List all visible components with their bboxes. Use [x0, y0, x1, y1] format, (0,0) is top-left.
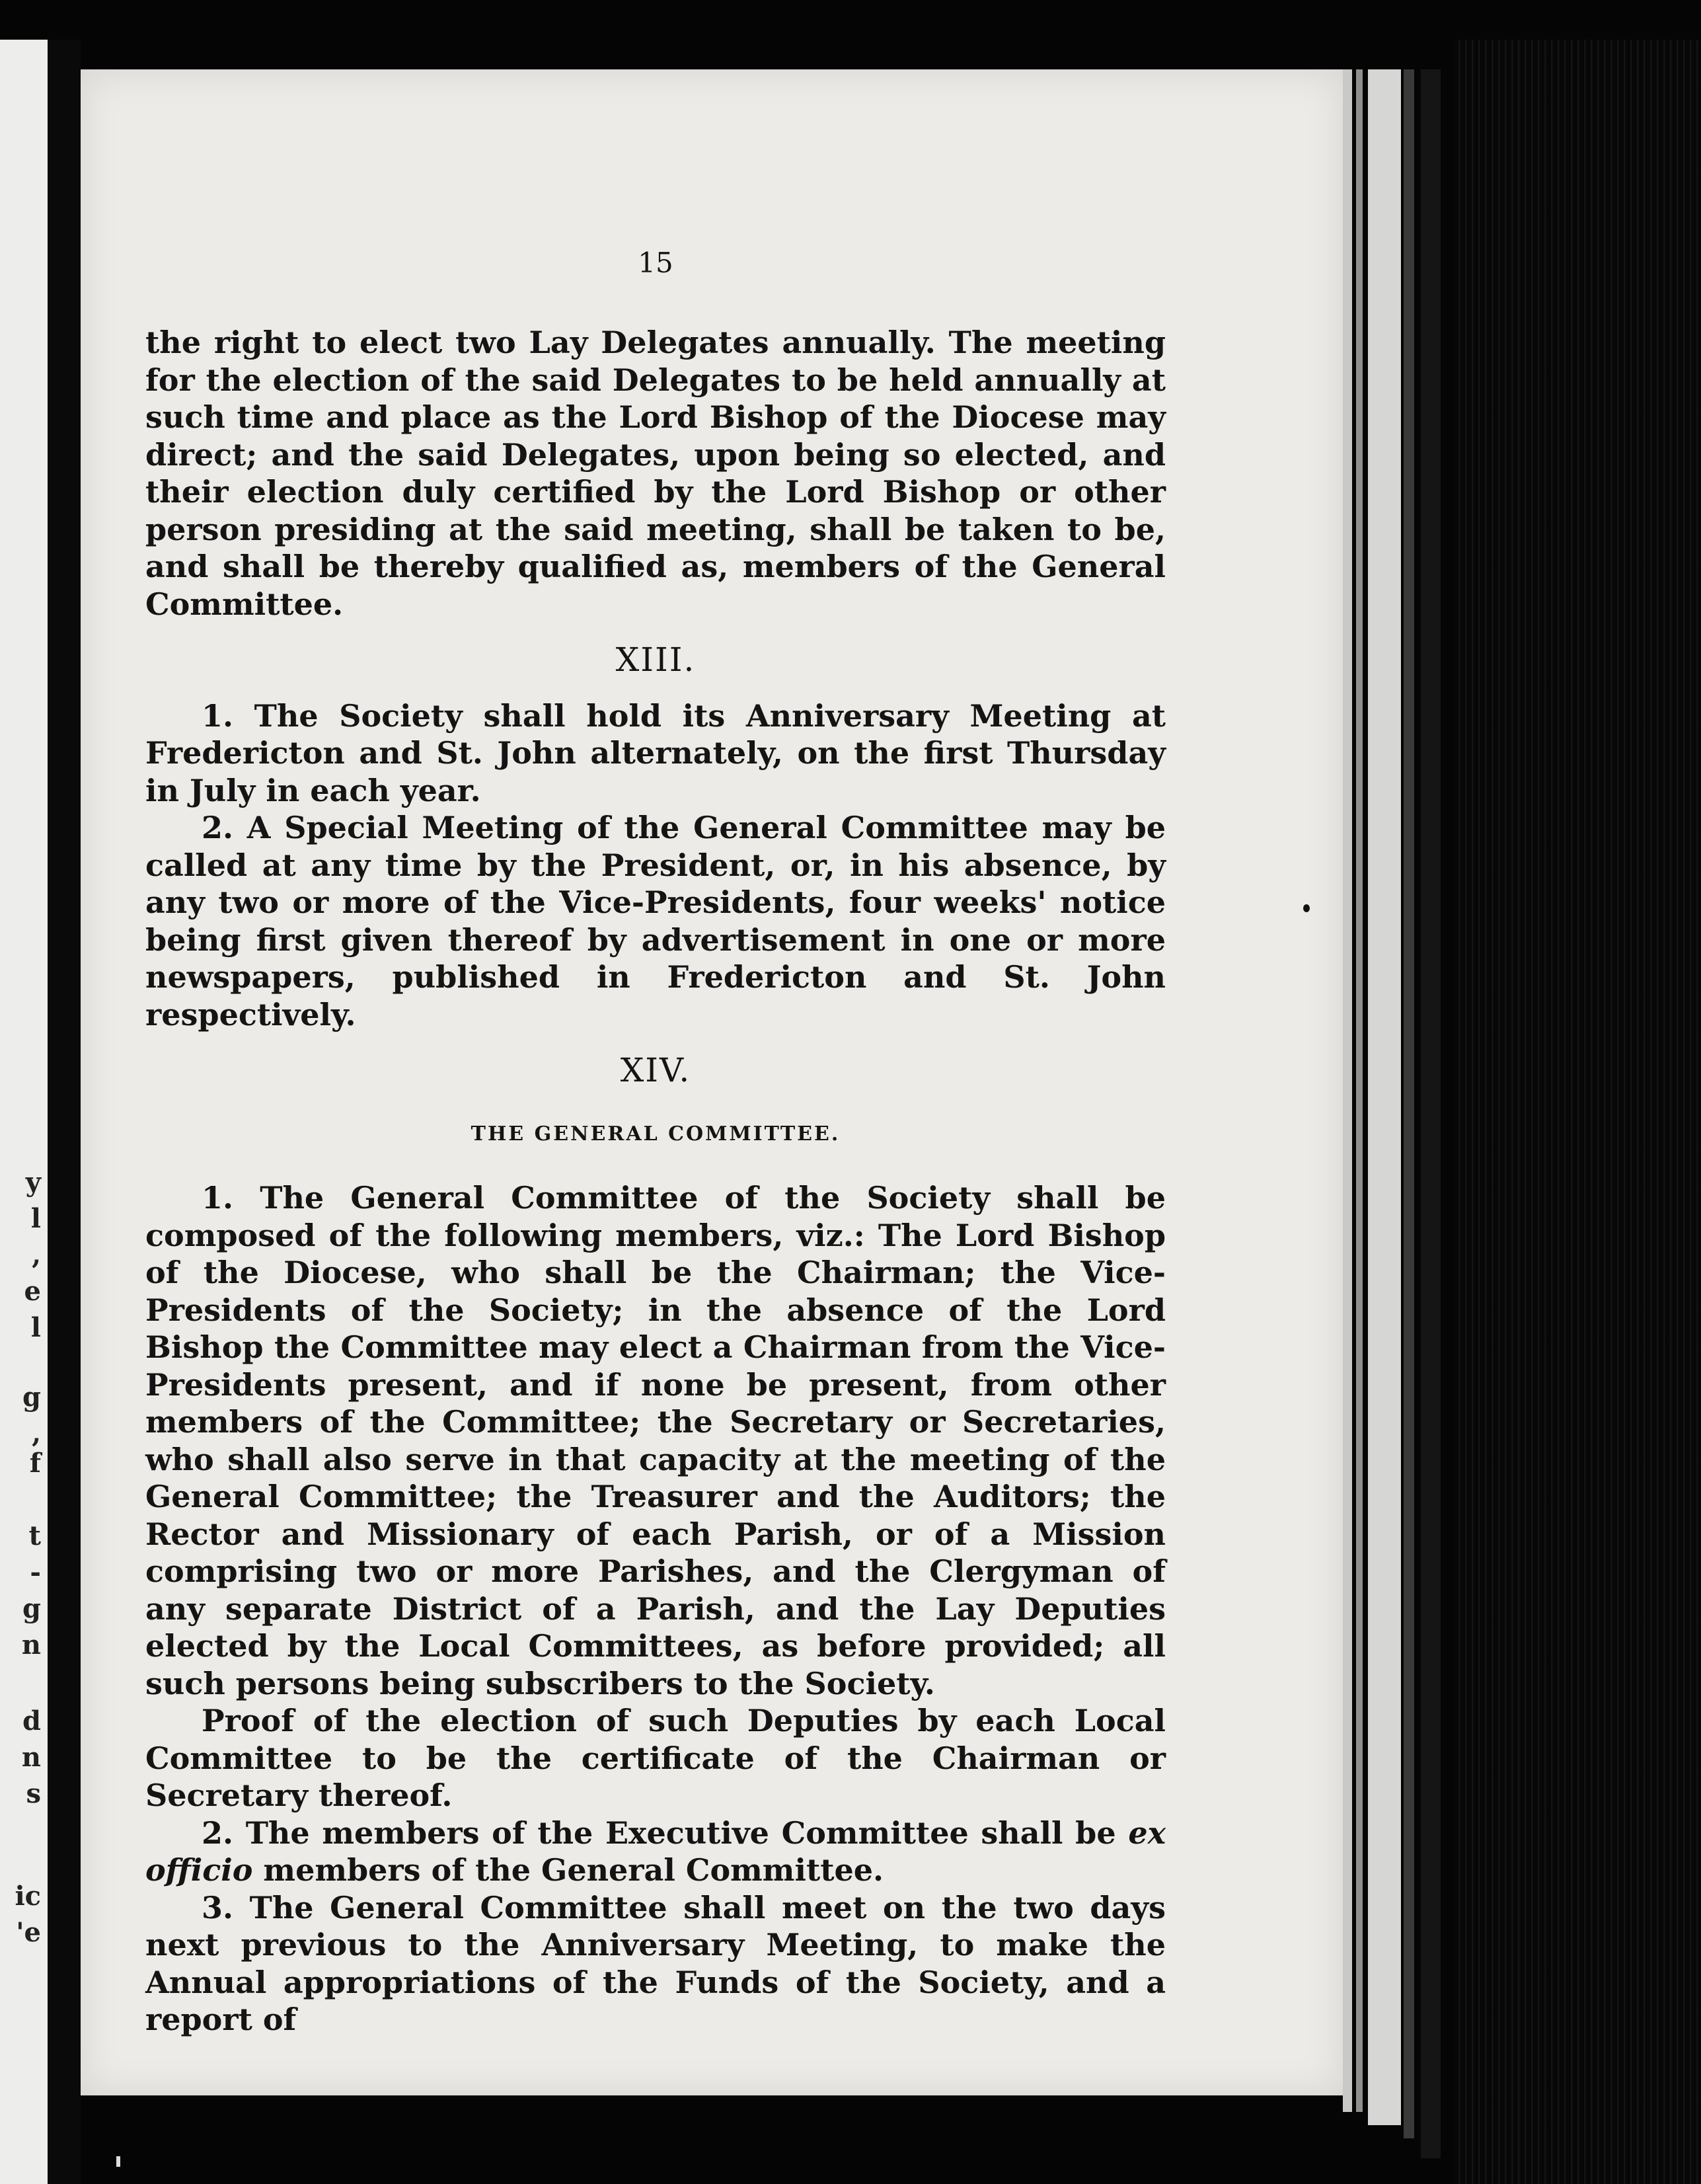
paragraph-continuation: the right to elect two Lay Delegates annually. The meeting for the election of the said Delegates to be held annually at such time and place as the Lord Bishop of the Diocese may direct; and the said Delegates, upon being so elected, and their election duly certified by the Lord Bishop or other person presiding at the said meeting, shall be taken to be, and shall be thereby qualified as, members of the General Committee. [145, 325, 1166, 622]
fragment: ic [15, 1881, 41, 1912]
scan-mark [116, 2156, 120, 2167]
fragment: l [30, 1203, 41, 1234]
paragraph-xiv-2 [145, 1814, 1166, 1889]
fragment: y [25, 1167, 41, 1198]
fragment: n [21, 1629, 41, 1660]
fragment: t [28, 1520, 41, 1551]
fragment: s [26, 1778, 41, 1809]
paragraph-xiv-1: 1. The General Committee of the Society shall be composed of the following members, viz.: The Lord Bishop of the Diocese, who shall be the Chairman; the Vice-Presidents of the Society; in the absence of the Lord Bishop the Committee may elect a Chairman from the Vice-Presidents present, and if none be present, from other members of the Committee; the Secretary or Secretaries, who shall also serve in that capacity at the meeting of the General Committee; the Treasurer and the Auditors; the Rector and Missionary of each Parish, or of a Mission comprising two or more Parishes, and the Clergyman of any separate District of a Parish, and the Lay Deputies elected by the Local Committees, as before provided; all such persons being subscribers to the Society. [145, 1180, 1166, 1701]
fragment: , [32, 1418, 41, 1449]
page-number: 15 [638, 247, 673, 279]
page-edge [1368, 69, 1401, 2125]
paragraph-xiv-2-text-end: members of the General Committee. [263, 1852, 884, 1888]
fragment: g [22, 1593, 41, 1624]
page-edge [1421, 69, 1441, 2158]
section-heading-xiv: XIV. [620, 1051, 691, 1089]
fragment: l [30, 1312, 41, 1343]
paragraph-xiii-2: 2. A Special Meeting of the General Committee may be called at any time by the President, or, in his absence, by any two or more of the Vice-Presidents, four weeks' notice being first given thereof by advertisement in one or more newspapers, published in Fredericton and St. John respectively. [145, 810, 1166, 1033]
section-heading-xiii: XIII. [615, 641, 696, 679]
body-text [145, 324, 1166, 2039]
paragraph-xiv-2-italic: ex officio [145, 1814, 1166, 1888]
fragment: d [22, 1705, 41, 1736]
previous-page-edge [0, 40, 48, 2184]
fragment: 'e [16, 1917, 41, 1948]
fragment: g [22, 1382, 41, 1413]
page-edge [1356, 69, 1363, 2112]
book-gutter [48, 40, 81, 2184]
paragraph-xiv-proof: Proof of the election of such Deputies by each Local Committee to be the certificate of the Chairman or Secretary thereof. [145, 1703, 1166, 1813]
paragraph-xiv-3: 3. The General Committee shall meet on the two days next previous to the Anniversary Meeting, to make the Annual appropriations of the Funds of the Society, and a report of [145, 1889, 1166, 2037]
page-edge [1404, 69, 1414, 2138]
paragraph-xiii-1: 1. The Society shall hold its Anniversary Meeting at Fredericton and St. John alternately, on the first Thursday in July in each year. [145, 697, 1166, 808]
binding-edge [1454, 40, 1701, 2184]
page-edge [1343, 69, 1352, 2112]
fragment: - [30, 1557, 41, 1588]
ink-speck [1303, 904, 1310, 912]
fragment: e [24, 1276, 41, 1307]
fragment: n [21, 1742, 41, 1773]
paragraph-xiv-2-text: 2. The members of the Executive Committee shall be [202, 1814, 1116, 1851]
fragment: , [32, 1239, 41, 1270]
section-subheading: THE GENERAL COMMITTEE. [471, 1122, 841, 1146]
fragment: f [29, 1448, 41, 1479]
